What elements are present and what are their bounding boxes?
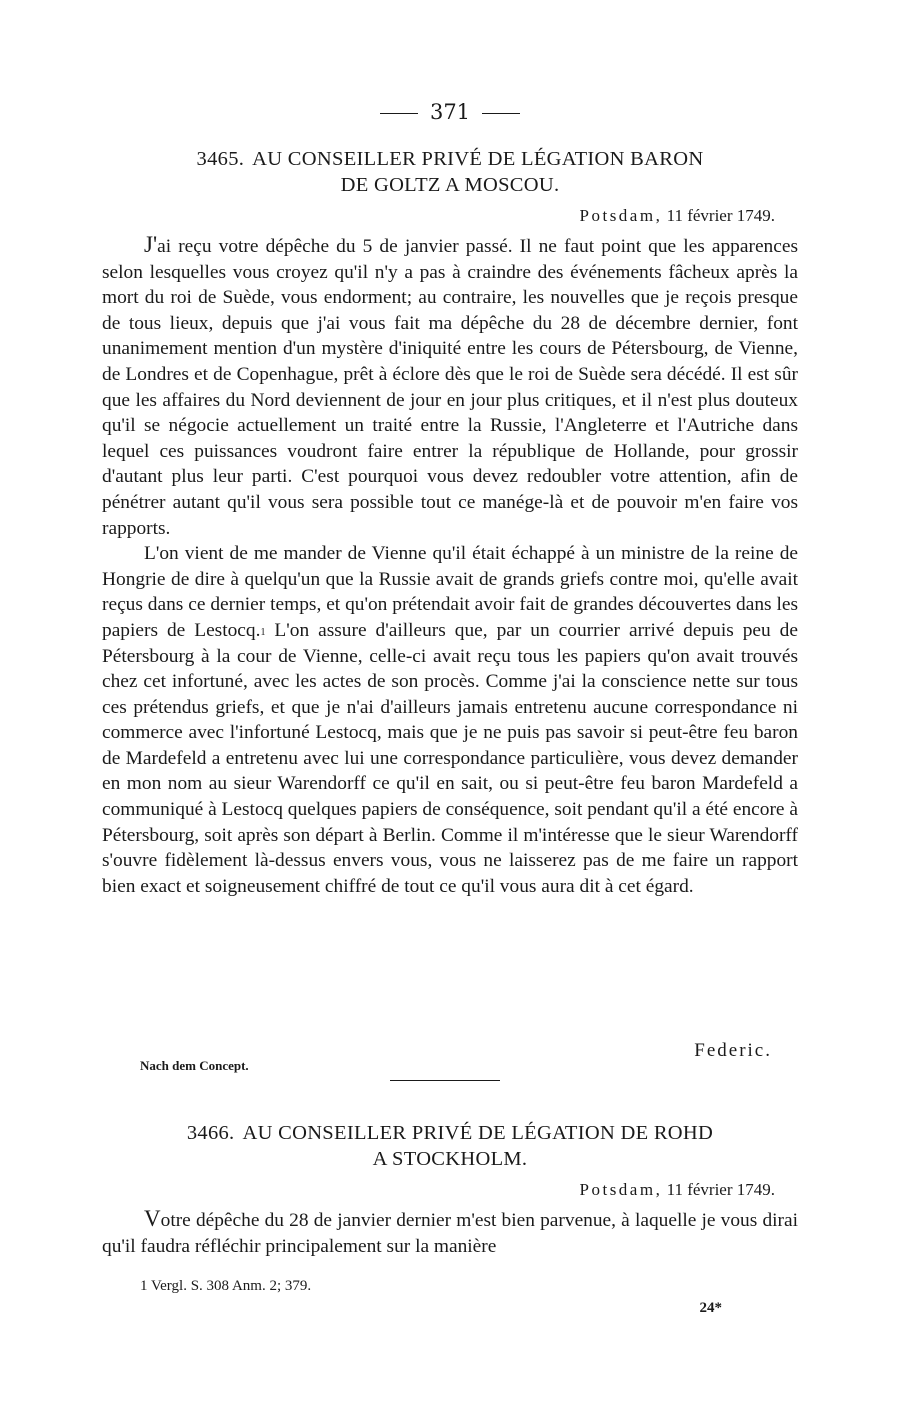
page-number: 371 [429, 100, 471, 124]
letter1-source-note: Nach dem Concept. [140, 1058, 249, 1073]
footnote [140, 1278, 311, 1295]
letter1-paragraph1-text: ai reçu votre dépêche du 5 de janvier passé. Il ne faut point que les apparences selon lesquelles vous croyez qu'il n'y a pas à craindre des événements fâcheux après la mort du roi de Suède, vous endorment; au contraire, les nouvelles que je reçois presque de tous lieux, depuis que j'ai vous fait ma dépêche du 28 de décembre dernier, font unanimement mention d'un mystère d'iniquité entre les cours de Pétersbourg, de Vienne, de Londres et de Copenhague, prêt à éclore dès que le roi de Suède sera décédé. Il est sûr que les affaires du Nord deviennent de jour en jour plus critiques, et il n'est plus douteux qu'il se négocie actuellement un traité entre la Russie, l'Angleterre et l'Autriche dans lequel ces puissances voudront faire entrer la république de Hollande, pour grossir d'autant plus leur parti. C'est pourquoi vous devez redoubler votre attention, afin de pénétrer autant qu'il vous sera possible tout ce manége-là et de pouvoir m'en faire vos rapports. [102, 236, 798, 539]
letter1-place: Potsdam, [579, 206, 663, 225]
document-page [100, 0, 800, 1404]
page-number-line [100, 100, 800, 124]
letter1-title-line2: DE GOLTZ A MOSCOU. [340, 174, 560, 196]
letter1-dateline [580, 206, 775, 226]
letter2-date: 11 février 1749. [666, 1180, 775, 1199]
letter1-title-line1 [100, 146, 800, 172]
letter2-title-text1: AU CONSEILLER PRIVÉ DE LÉGATION DE ROHD [242, 1122, 714, 1144]
letter1-initial: J' [144, 232, 158, 257]
footnote-text: Vergl. S. 308 Anm. 2; 379. [150, 1278, 312, 1294]
letter2-title-line2: A STOCKHOLM. [372, 1148, 528, 1170]
letter2-place: Potsdam, [579, 1180, 663, 1199]
letter2-paragraph1 [102, 1206, 798, 1259]
letter1-heading [100, 146, 800, 198]
dash-right [482, 113, 520, 114]
letter2-heading [100, 1120, 800, 1172]
letter1-number: 3465. [196, 148, 245, 170]
letter2-dateline [580, 1180, 775, 1200]
dash-left [380, 113, 418, 114]
letter1-title-text1: AU CONSEILLER PRIVÉ DE LÉGATION BARON [252, 148, 704, 170]
letter2-number: 3466. [186, 1122, 235, 1144]
letter1-paragraph1 [102, 232, 798, 541]
letter2-paragraph1-text: otre dépêche du 28 de janvier dernier m'est bien parvenue, à laquelle je vous dirai qu'il faudra réfléchir principalement sur la manière [102, 1210, 798, 1257]
letter2-body [102, 1206, 798, 1259]
letter1-body [102, 232, 798, 899]
letter2-title-line1 [100, 1120, 800, 1146]
signature-mark: 24* [699, 1300, 722, 1316]
letter2-initial: V [144, 1206, 161, 1231]
letter1-paragraph2-b: L'on assure d'ailleurs que, par un courrier arrivé depuis peu de Pétersbourg à la cour de Vienne, celle-ci avait reçu tous les papiers qu'on avait trouvés chez cet infortuné, avec les actes de son procès. Comme j'ai la conscience nette sur tous ces prétendus griefs, et que je n'ai d'ailleurs jamais entretenu aucune correspondance ni commerce avec l'infortuné Lestocq, mais que je ne puis pas savoir si peut-être feu baron de Mardefeld a entretenu avec lui une correspondance particulière, vous devez demander en mon nom au sieur Warendorff ce qu'il en sait, ou si peut-être feu baron Mardefeld a communiqué à Lestocq quelques papiers de conséquence, soit pendant qu'il a été encore à Pétersbourg, soit après son départ à Berlin. Comme il m'intéresse que le sieur Warendorff s'ouvre fidèlement là-dessus envers vous, vous ne laisserez pas de me faire un rapport bien exact et soigneusement chiffré de tout ce qu'il vous aura dit à cet égard. [102, 619, 798, 897]
footnote-ref: 1 [260, 626, 266, 638]
letter1-date: 11 février 1749. [666, 206, 775, 225]
letter1-paragraph2 [102, 541, 798, 899]
letter1-signature: Federic. [694, 1040, 772, 1061]
letter1-paragraph2-a: L'on vient de me mander de Vienne qu'il était échappé à un ministre de la reine de Hongrie de dire à quelqu'un que la Russie avait de grands griefs contre moi, qu'elle avait reçus dans ce dernier temps, et qu'on prétendait avoir fait de grandes découvertes dans les papiers de Lestocq. [102, 543, 798, 641]
footnote-mark: 1 [140, 1278, 148, 1294]
section-divider [390, 1080, 500, 1081]
